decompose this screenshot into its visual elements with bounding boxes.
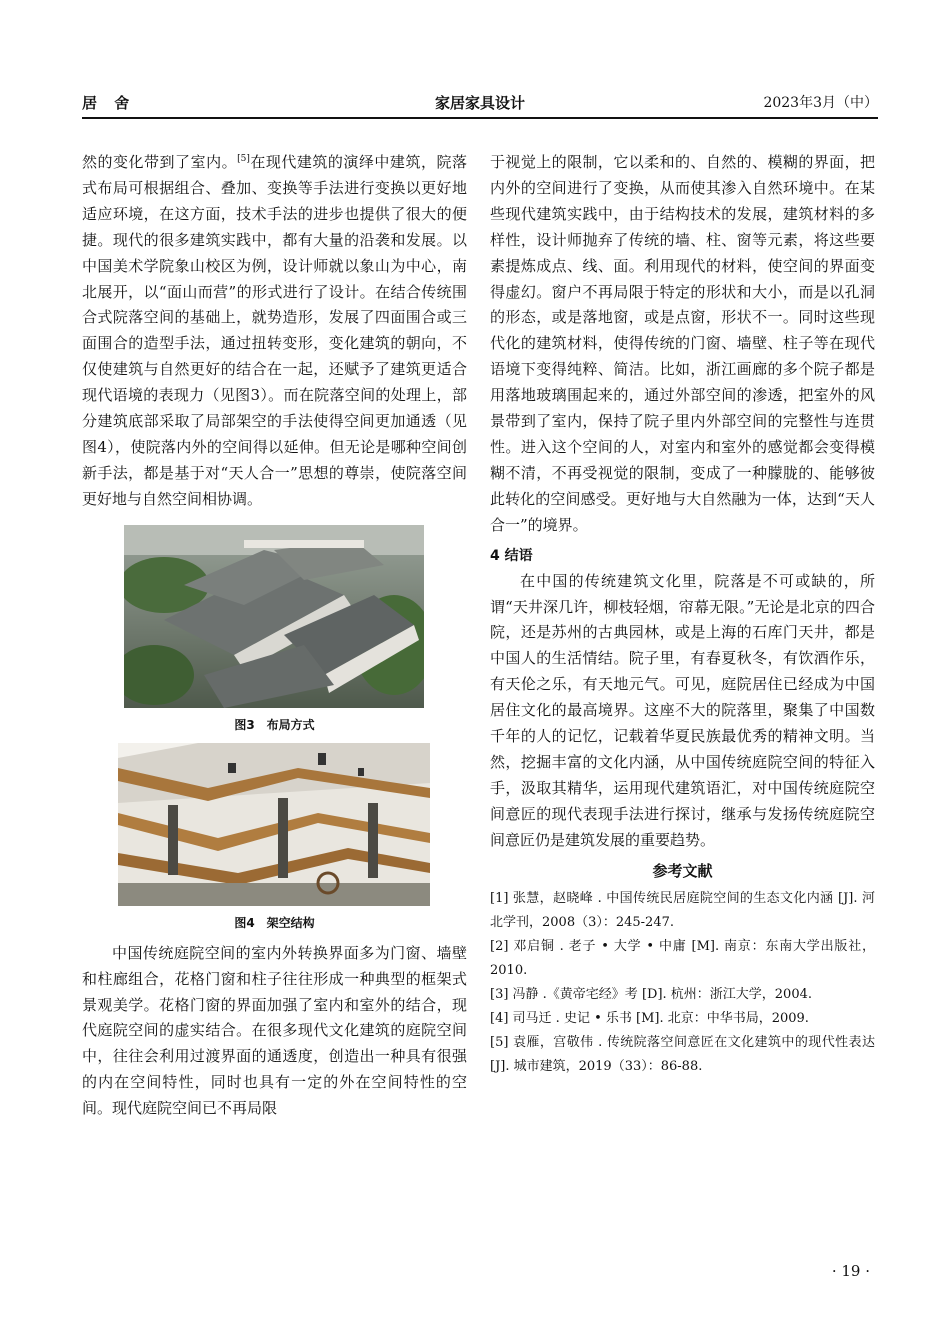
elevated-walkway-photo — [118, 743, 430, 906]
left-paragraph-2: 中国传统庭院空间的室内外转换界面多为门窗、墙壁和柱廊组合，花格门窗和柱子往往形成一种典型的框架式景观美学。花格门窗的界面加强了室内和室外的结合，现代庭院空间的虚实结合。在很多现代文化建筑的庭院空间中，往往会利用过渡界面的通透度，创造出一种具有很强的内在空间特性，同时也具有一定的外在空间特性的空间。现代庭院空间已不再局限 — [82, 943, 467, 1118]
right-column — [490, 150, 875, 1079]
page-number: · 19 · — [831, 1262, 870, 1280]
figure-4-caption — [82, 914, 467, 931]
figure-3-title: 布局方式 — [266, 717, 315, 732]
citation-5[interactable]: [5] — [237, 154, 250, 164]
left-paragraph-1 — [82, 150, 467, 513]
figure-3 — [82, 525, 467, 733]
figure-4 — [82, 743, 467, 931]
reference-item: [1] 张慧，赵晓峰 . 中国传统民居庭院空间的生态文化内涵 [J]. 河北学刊，2008（3）：245-247. — [490, 890, 875, 930]
references-heading: 参考文献 — [652, 861, 713, 880]
running-header — [82, 92, 878, 114]
right-paragraph-1: 于视觉上的限制，它以柔和的、自然的、模糊的界面，把内外的空间进行了变换，从而使其渗入自然环境中。在某些现代建筑实践中，由于结构技术的发展，建筑材料的多样性，设计师抛弃了传统的墙、柱、窗等元素，将这些要素提炼成点、线、面。利用现代的材料，使空间的界面变得虚幻。窗户不再局限于特定的形状和大小，而是以孔洞的形态，或是落地窗，或是点窗，形状不一。同时这些现代化的建筑材料，使得传统的门窗、墙壁、柱子等在现代语境下变得纯粹、简洁。比如，浙江画廊的多个院子都是用落地玻璃围起来的，通过外部空间的渗透，把室外的风景带到了室内，保持了院子里内外部空间的完整性与连贯性。进入这个空间的人，对室内和室外的感觉都会变得模糊不清，不再受视觉的限制，变成了一种朦胧的、能够彼此转化的空间感受。更好地与大自然融为一体，达到“天人合一”的境界。 — [490, 153, 875, 534]
figure-3-caption — [82, 716, 467, 733]
section-heading-conclusion: 4 结语 — [490, 547, 533, 564]
figure-4-label: 图4 — [234, 915, 255, 930]
left-column — [82, 150, 467, 1122]
figure-3-label: 图3 — [234, 717, 255, 732]
header-rule — [82, 117, 878, 119]
aerial-campus-photo — [124, 525, 424, 708]
reference-item: [5] 袁雁，宫敬伟 . 传统院落空间意匠在文化建筑中的现代性表达 [J]. 城市建筑，2019（33）：86-88. — [490, 1034, 875, 1074]
para1-text-b: 在现代建筑的演绎中建筑，院落式布局可根据组合、叠加、变换等手法进行变换以更好地适应环境，在这方面，技术手法的进步也提供了很大的便捷。现代的很多建筑实践中，都有大量的沿袭和发展。以中国美术学院象山校区为例，设计师就以象山为中心，南北展开，以“面山而营”的形式进行了设计。在结合传统围合式院落空间的基础上，就势造形，发展了四面围合或三面围合的造型手法，通过扭转变形，变化建筑的朝向，不仅使建筑与自然更好的结合在一起，还赋予了建筑更适合现代语境的表现力（见图3）。而在院落空间的处理上，部分建筑底部采取了局部架空的手法使得空间更加通透（见图4），使院落内外的空间得以延伸。但无论是哪种空间创新手法，都是基于对“天人合一”思想的尊崇，使院落空间更好地与自然空间相协调。 — [82, 153, 467, 508]
reference-item: [2] 邓启铜 . 老子 • 大学 • 中庸 [M]. 南京：东南大学出版社，2010. — [490, 938, 875, 978]
right-paragraph-2: 在中国的传统建筑文化里，院落是不可或缺的，所谓“天井深几许，柳枝轻烟，帘幕无限。”无论是北京的四合院，还是苏州的古典园林，或是上海的石库门天井，都是中国人的生活情结。院子里，有春夏秋冬，有饮酒作乐，有天伦之乐，有天地元气。可见，庭院居住已经成为中国居住文化的最高境界。这座不大的院落里，聚集了中国数千年的人的记忆，记载着华夏民族最优秀的精神文明。当然，挖掘丰富的文化内涵，从中国传统庭院空间的特征入手，汲取其精华，运用现代建筑语汇，对中国传统庭院空间意匠的现代表现手法进行探讨，继承与发扬传统庭院空间意匠仍是建筑发展的重要趋势。 — [490, 571, 875, 849]
journal-name: 居 舍 — [82, 94, 136, 112]
references-list — [490, 887, 875, 1079]
para1-text-a: 然的变化带到了室内。 — [82, 153, 238, 171]
figure-4-title: 架空结构 — [266, 915, 315, 930]
section-name: 家居家具设计 — [434, 94, 525, 112]
figure-3-image — [124, 525, 424, 708]
issue-date: 2023年3月（中） — [763, 95, 878, 111]
reference-item: [4] 司马迁 . 史记 • 乐书 [M]. 北京：中华书局，2009. — [490, 1010, 809, 1026]
reference-item: [3] 冯静 .《黄帝宅经》考 [D]. 杭州：浙江大学，2004. — [490, 986, 812, 1002]
figure-4-image — [118, 743, 430, 906]
